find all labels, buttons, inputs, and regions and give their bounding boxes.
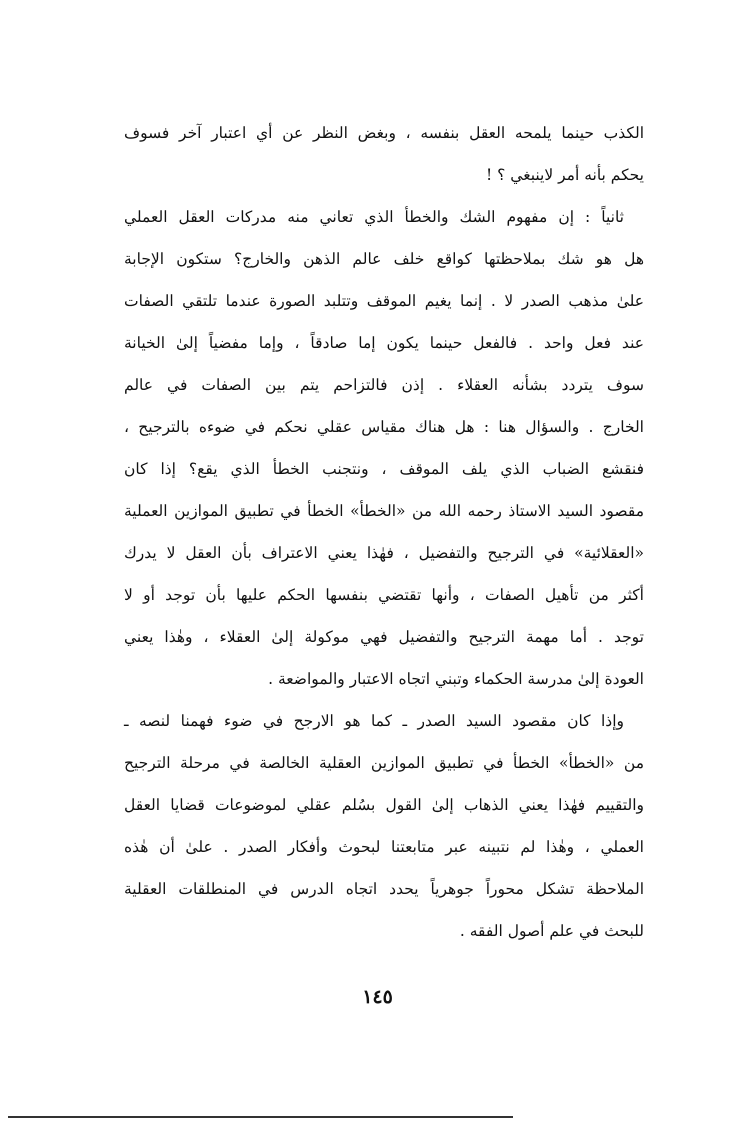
text-line-4: هل هو شك بملاحظتها كواقع خلف عالم الذهن والخارج؟ ستكون الإجابة [124, 250, 644, 268]
text-line-9: فنقشع الضباب الذي يلف الموقف ، ونتجنب الخطأ الذي يقع؟ إذا كان [124, 460, 644, 478]
text-line-15: وإذا كان مقصود السيد الصدر ـ كما هو الارجح في ضوء فهمنا لنصه ـ [124, 712, 625, 730]
text-line-20: للبحث في علم أصول الفقه . [459, 922, 644, 940]
text-line-1: الكذب حينما يلمحه العقل بنفسه ، وبغض النظر عن أي اعتبار آخر فسوف [124, 124, 644, 142]
text-line-12: أكثر من تأهيل الصفات ، وأنها تقتضي بنفسها الحكم عليها بأن توجد أو لا [124, 586, 644, 604]
text-line-3: ثانياً : إن مفهوم الشك والخطأ الذي تعاني منه مدركات العقل العملي [124, 208, 624, 226]
text-line-10: مقصود السيد الاستاذ رحمه الله من «الخطأ» الخطأ في تطبيق الموازين العملية [124, 502, 644, 520]
text-line-19: الملاحظة تشكل محوراً جوهرياً يحدد اتجاه الدرس في المنطلقات العقلية [124, 880, 644, 898]
text-line-17: والتقييم فهٰذا يعني الذهاب إلىٰ القول بسُلم عقلي لموضوعات قضايا العقل [124, 796, 644, 814]
text-line-16: من «الخطأ» الخطأ في تطبيق الموازين العقلية الخالصة في مرحلة الترجيح [124, 754, 644, 772]
text-line-5: علىٰ مذهب الصدر لا . إنما يغيم الموقف وتتلبد الصورة عندما تلتقي الصفات [124, 292, 644, 310]
text-line-18: العملي ، وهٰذا لم نتبينه عبر متابعتنا لبحوث وأفكار الصدر . علىٰ أن هٰذه [124, 838, 644, 856]
page-number: ١٤٥ [362, 986, 393, 1008]
text-line-2: يحكم بأنه أمر لاينبغي ؟ ! [485, 166, 644, 184]
text-line-11: «العقلائية» في الترجيح والتفضيل ، فهٰذا يعني الاعتراف بأن العقل لا يدرك [124, 544, 644, 562]
text-line-6: عند فعل واحد . فالفعل حينما يكون إما صادقاً ، وإما مفضياً إلىٰ الخيانة [124, 334, 644, 352]
footer-divider [8, 1116, 513, 1118]
text-line-14: العودة إلىٰ مدرسة الحكماء وتبني اتجاه الاعتبار والمواضعة . [268, 670, 644, 688]
text-line-7: سوف يتردد بشأنه العقلاء . إذن فالتزاحم يتم بين الصفات في عالم [124, 376, 644, 394]
text-line-13: توجد . أما مهمة الترجيح والتفضيل فهي موكولة إلىٰ العقلاء ، وهٰذا يعني [124, 628, 644, 646]
text-line-8: الخارج . والسؤال هنا : هل هناك مقياس عقلي نحكم في ضوءه بالترجيح ، [124, 418, 644, 436]
